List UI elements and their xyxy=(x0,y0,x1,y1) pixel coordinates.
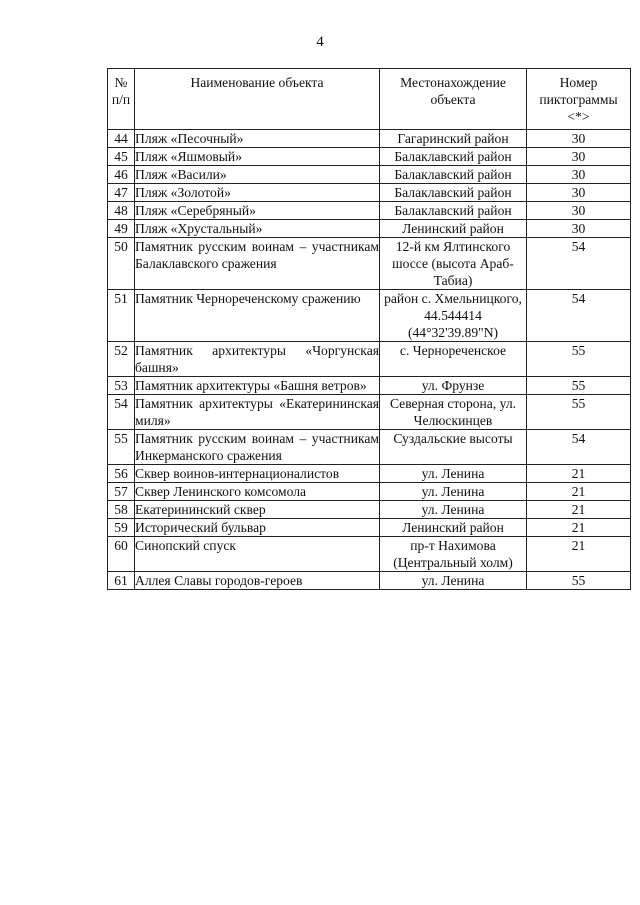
row-location: Балаклавский район xyxy=(380,184,527,202)
row-num: 46 xyxy=(108,166,135,184)
row-name: Памятник Чернореченскому сражению xyxy=(135,290,380,342)
row-location: Ленинский район xyxy=(380,220,527,238)
objects-table xyxy=(107,68,631,590)
row-pictogram: 30 xyxy=(527,184,631,202)
table-row xyxy=(108,220,631,238)
row-location: ул. Фрунзе xyxy=(380,377,527,395)
row-pictogram: 21 xyxy=(527,537,631,572)
row-pictogram: 54 xyxy=(527,238,631,290)
table-row xyxy=(108,148,631,166)
row-location: Гагаринский район xyxy=(380,130,527,148)
row-location: Северная сторона, ул. Челюскинцев xyxy=(380,395,527,430)
row-location: Ленинский район xyxy=(380,519,527,537)
row-pictogram: 30 xyxy=(527,148,631,166)
row-location: пр-т Нахимова (Центральный холм) xyxy=(380,537,527,572)
row-num: 45 xyxy=(108,148,135,166)
table-row xyxy=(108,166,631,184)
row-num: 56 xyxy=(108,465,135,483)
header-name: Наименование объекта xyxy=(135,69,380,130)
row-pictogram: 55 xyxy=(527,377,631,395)
header-location: Местонахождение объекта xyxy=(380,69,527,130)
row-location: ул. Ленина xyxy=(380,465,527,483)
row-location: ул. Ленина xyxy=(380,501,527,519)
row-pictogram: 55 xyxy=(527,395,631,430)
row-pictogram: 30 xyxy=(527,220,631,238)
row-location: Суздальские высоты xyxy=(380,430,527,465)
row-name: Исторический бульвар xyxy=(135,519,380,537)
row-pictogram: 54 xyxy=(527,430,631,465)
row-name: Памятник русским воинам – участникам Инкерманского сражения xyxy=(135,431,379,463)
row-num: 57 xyxy=(108,483,135,501)
row-name: Пляж «Хрустальный» xyxy=(135,220,380,238)
table-row xyxy=(108,519,631,537)
row-name: Синопский спуск xyxy=(135,537,380,572)
row-location: ул. Ленина xyxy=(380,572,527,590)
row-name: Аллея Славы городов-героев xyxy=(135,572,380,590)
table-row xyxy=(108,377,631,395)
row-location: ул. Ленина xyxy=(380,483,527,501)
row-num: 61 xyxy=(108,572,135,590)
row-location: с. Чернореченское xyxy=(380,342,527,377)
row-pictogram: 54 xyxy=(527,290,631,342)
table-row xyxy=(108,572,631,590)
row-name: Памятник архитектуры «Башня ветров» xyxy=(135,377,380,395)
row-name: Пляж «Песочный» xyxy=(135,130,380,148)
table-row xyxy=(108,465,631,483)
row-name: Памятник архитектуры «Чоргунская башня» xyxy=(135,343,379,375)
table-row xyxy=(108,430,631,465)
row-num: 49 xyxy=(108,220,135,238)
table-row xyxy=(108,537,631,572)
row-name: Пляж «Яшмовый» xyxy=(135,148,380,166)
row-location: Балаклавский район xyxy=(380,166,527,184)
row-num: 47 xyxy=(108,184,135,202)
row-num: 48 xyxy=(108,202,135,220)
row-location: район с. Хмельницкого, 44.544414 (44°32'39.89"N) xyxy=(380,290,527,342)
row-pictogram: 21 xyxy=(527,501,631,519)
row-pictogram: 21 xyxy=(527,483,631,501)
row-name: Памятник русским воинам – участникам Балаклавского сражения xyxy=(135,238,380,290)
page-number: 4 xyxy=(316,34,324,50)
row-name: Сквер воинов-интернационалистов xyxy=(135,465,380,483)
row-location: 12-й км Ялтинского шоссе (высота Араб-Табиа) xyxy=(380,238,527,290)
row-pictogram: 21 xyxy=(527,465,631,483)
row-num: 52 xyxy=(108,342,135,377)
table-header-row xyxy=(108,69,631,130)
table-row xyxy=(108,290,631,342)
row-location: Балаклавский район xyxy=(380,148,527,166)
row-num: 44 xyxy=(108,130,135,148)
row-name: Пляж «Золотой» xyxy=(135,184,380,202)
row-num: 59 xyxy=(108,519,135,537)
table-row xyxy=(108,342,631,377)
row-num: 51 xyxy=(108,290,135,342)
row-pictogram: 21 xyxy=(527,519,631,537)
row-pictogram: 30 xyxy=(527,130,631,148)
table-row xyxy=(108,395,631,430)
row-num: 53 xyxy=(108,377,135,395)
table-row xyxy=(108,238,631,290)
row-pictogram: 30 xyxy=(527,166,631,184)
row-pictogram: 55 xyxy=(527,342,631,377)
row-num: 54 xyxy=(108,395,135,430)
row-num: 50 xyxy=(108,238,135,290)
row-pictogram: 30 xyxy=(527,202,631,220)
row-name: Памятник архитектуры «Екатерининская миля» xyxy=(135,396,379,428)
row-num: 60 xyxy=(108,537,135,572)
row-num: 55 xyxy=(108,430,135,465)
table-row xyxy=(108,202,631,220)
table-row xyxy=(108,130,631,148)
row-location: Балаклавский район xyxy=(380,202,527,220)
row-name: Сквер Ленинского комсомола xyxy=(135,483,380,501)
row-name: Екатерининский сквер xyxy=(135,501,380,519)
row-num: 58 xyxy=(108,501,135,519)
row-pictogram: 55 xyxy=(527,572,631,590)
table-row xyxy=(108,483,631,501)
header-pictogram: Номер пиктограммы <*> xyxy=(527,69,631,130)
table-row xyxy=(108,501,631,519)
table-row xyxy=(108,184,631,202)
header-num: № п/п xyxy=(108,69,135,130)
row-name: Пляж «Васили» xyxy=(135,166,380,184)
row-name: Пляж «Серебряный» xyxy=(135,202,380,220)
